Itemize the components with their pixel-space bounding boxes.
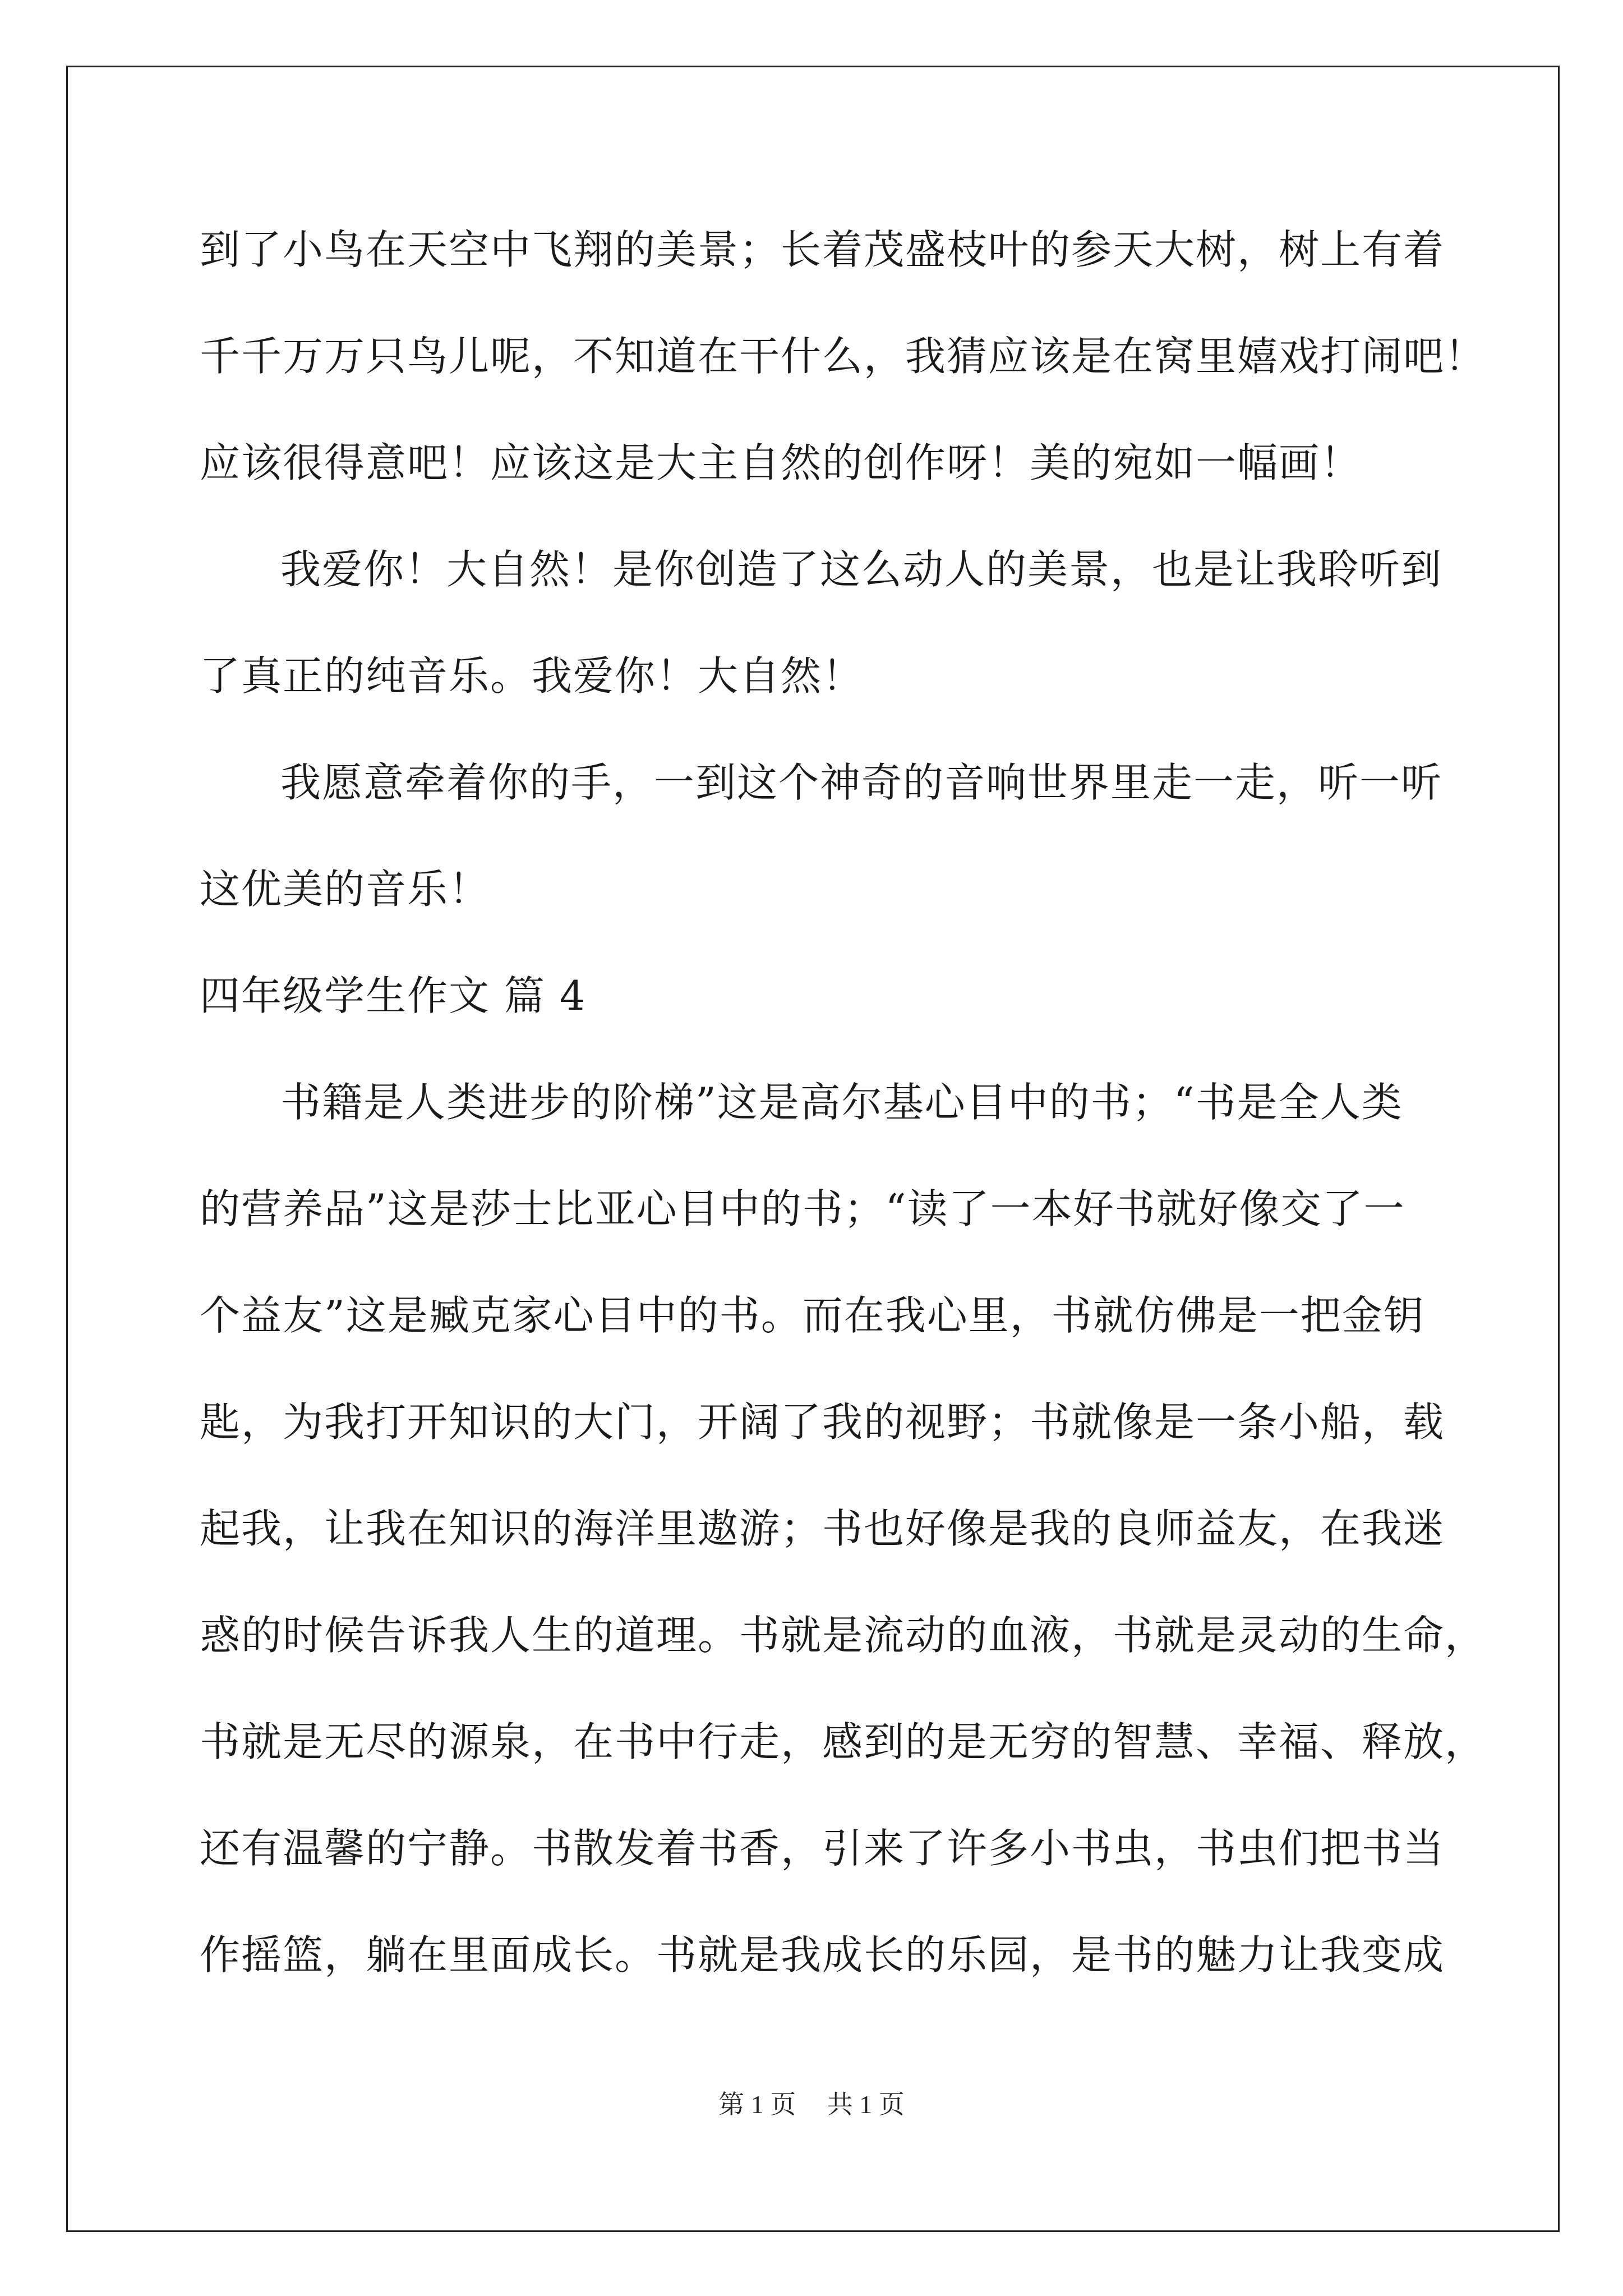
- text-line: 个益友”这是臧克家心目中的书。而在我心里，书就仿佛是一把金钥: [200, 1292, 1425, 1339]
- text-line: 书籍是人类进步的阶梯”这是高尔基心目中的书；“书是全人类: [280, 1079, 1403, 1126]
- text-line: 千千万万只鸟儿呢，不知道在干什么，我猜应该是在窝里嬉戏打闹吧！: [200, 333, 1487, 380]
- text-line: 我爱你！大自然！是你创造了这么动人的美景，也是让我聆听到: [280, 546, 1443, 593]
- page-total: 共 1 页: [827, 2090, 905, 2119]
- text-line: 了真正的纯音乐。我爱你！大自然！: [200, 652, 864, 700]
- text-line: 作摇篮，躺在里面成长。书就是我成长的乐园，是书的魅力让我变成: [200, 1931, 1445, 1978]
- section-heading: 四年级学生作文 篇 4: [200, 972, 587, 1019]
- text-line: 书就是无尽的源泉，在书中行走，感到的是无穷的智慧、幸福、释放，: [200, 1718, 1487, 1765]
- text-line: 应该很得意吧！应该这是大主自然的创作呀！美的宛如一幅画！: [200, 439, 1362, 486]
- document-body: [200, 208, 1487, 2019]
- text-line: 这优美的音乐！: [200, 866, 491, 913]
- paragraph-block-1: [200, 208, 1487, 954]
- text-line: 我愿意牵着你的手，一到这个神奇的音响世界里走一走，听一听: [280, 759, 1443, 806]
- text-line: 到了小鸟在天空中飞翔的美景；长着茂盛枝叶的参天大树，树上有着: [200, 226, 1445, 273]
- page-number: 第 1 页: [718, 2090, 796, 2119]
- paragraph-block-2: [200, 1060, 1487, 2019]
- text-line: 还有温馨的宁静。书散发着书香，引来了许多小书虫，书虫们把书当: [200, 1825, 1445, 1872]
- text-line: 起我，让我在知识的海洋里遨游；书也好像是我的良师益友，在我迷: [200, 1505, 1445, 1552]
- text-line: 惑的时候告诉我人生的道理。书就是流动的血液，书就是灵动的生命，: [200, 1612, 1487, 1659]
- page-footer: [0, 2084, 1623, 2121]
- text-line: 匙，为我打开知识的大门，开阔了我的视野；书就像是一条小船，载: [200, 1398, 1445, 1446]
- text-line: 的营养品”这是莎士比亚心目中的书；“读了一本好书就好像交了一: [200, 1185, 1405, 1232]
